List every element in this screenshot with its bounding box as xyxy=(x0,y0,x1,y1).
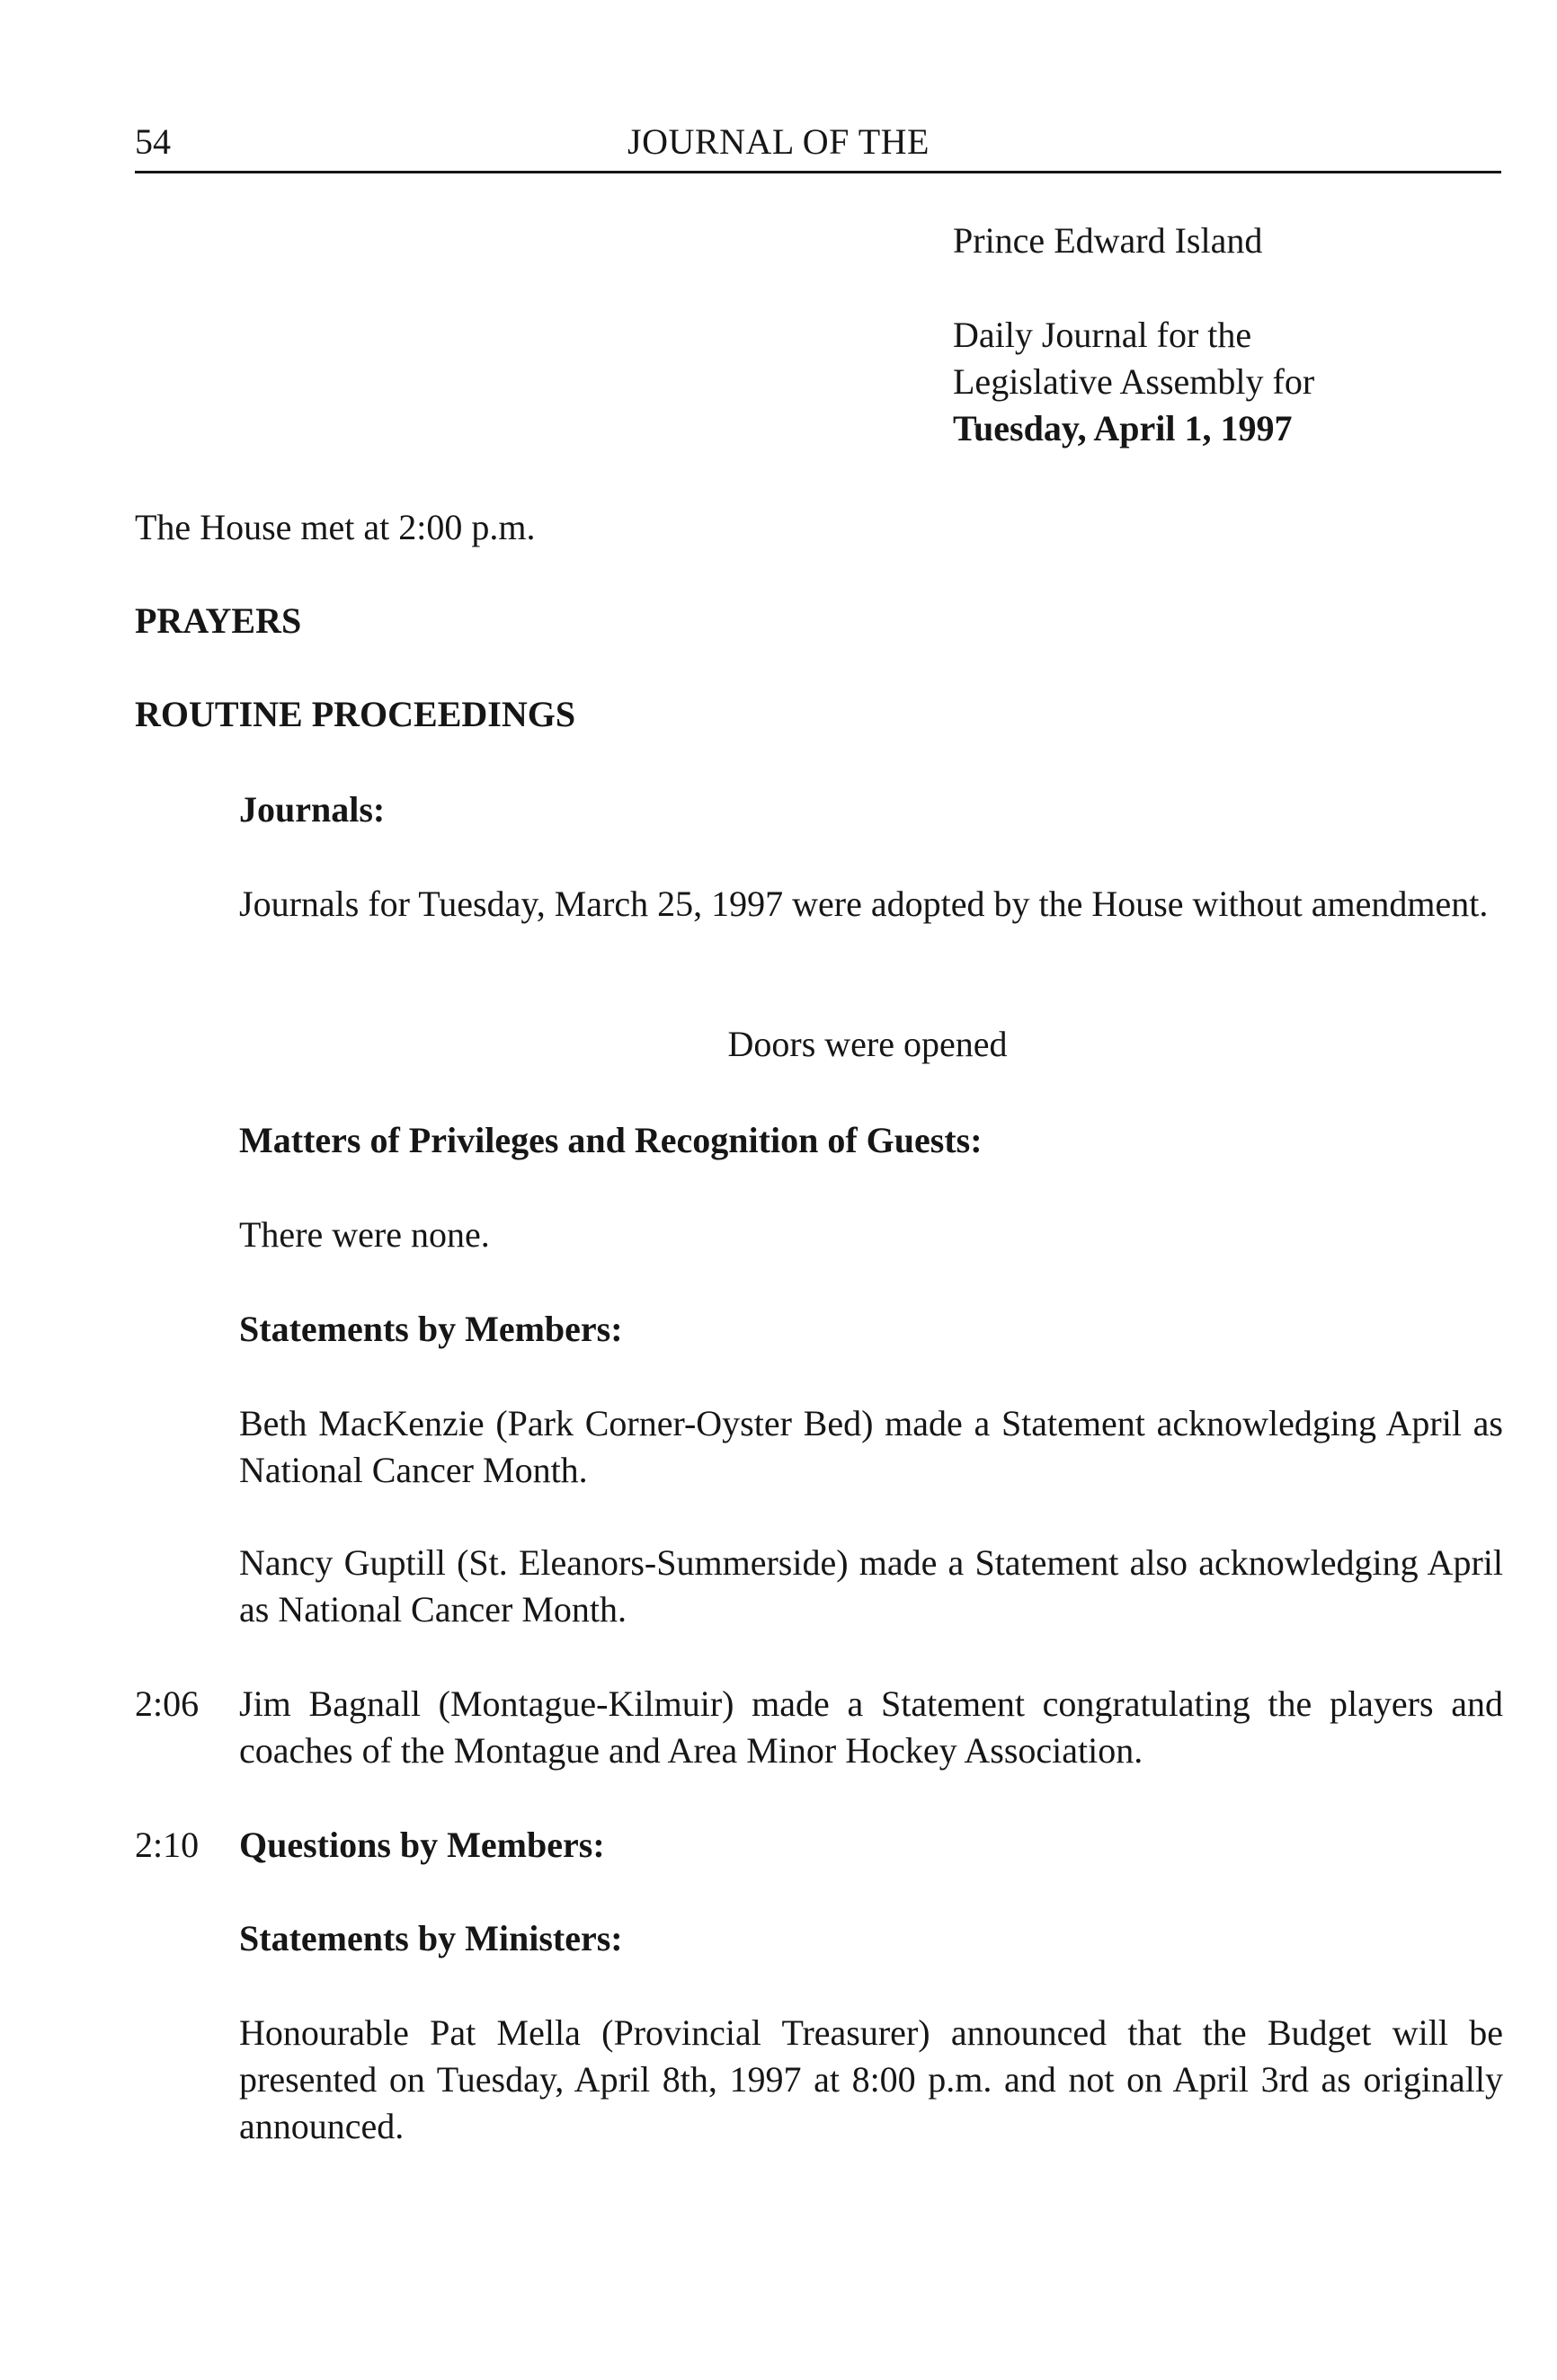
timestamp-2-06: 2:06 xyxy=(135,1683,200,1724)
running-title: JOURNAL OF THE xyxy=(627,121,930,162)
member-statement-bagnall: Jim Bagnall (Montague-Kilmuir) made a Statement congratulating the players and coaches of the Montague and Area Minor Hockey Association. xyxy=(239,1683,1503,1771)
journal-title-line2: Legislative Assembly for xyxy=(953,361,1315,402)
questions-heading: Questions by Members: xyxy=(239,1825,605,1865)
timestamp-2-10: 2:10 xyxy=(135,1825,200,1865)
privileges-text: There were none. xyxy=(239,1214,490,1255)
doors-opened-text: Doors were opened xyxy=(727,1024,1008,1064)
header-rule xyxy=(135,171,1501,173)
page-number: 54 xyxy=(135,121,171,162)
prayers-heading: PRAYERS xyxy=(135,600,302,641)
journals-heading: Journals: xyxy=(239,789,386,830)
member-statement-guptill: Nancy Guptill (St. Eleanors-Summerside) made a Statement also acknowledging April as National Cancer Month. xyxy=(239,1542,1503,1630)
minister-statement-mella: Honourable Pat Mella (Provincial Treasurer) announced that the Budget will be presented on Tuesday, April 8th, 1997 at 8:00 p.m. and not on April 3rd as originally announced. xyxy=(239,2012,1503,2146)
sitting-date: Tuesday, April 1, 1997 xyxy=(953,408,1293,448)
province-name: Prince Edward Island xyxy=(953,220,1263,261)
statements-ministers-heading: Statements by Ministers: xyxy=(239,1918,623,1958)
journals-text: Journals for Tuesday, March 25, 1997 were adopted by the House without amendment. xyxy=(239,884,1489,924)
journal-title-line1: Daily Journal for the xyxy=(953,315,1252,355)
statements-members-heading: Statements by Members: xyxy=(239,1309,623,1349)
member-statement-mackenzie: Beth MacKenzie (Park Corner-Oyster Bed) made a Statement acknowledging April as National Cancer Month. xyxy=(239,1403,1503,1490)
house-met-text: The House met at 2:00 p.m. xyxy=(135,507,536,547)
privileges-heading: Matters of Privileges and Recognition of Guests: xyxy=(239,1120,983,1160)
routine-proceedings-heading: ROUTINE PROCEEDINGS xyxy=(135,694,576,734)
